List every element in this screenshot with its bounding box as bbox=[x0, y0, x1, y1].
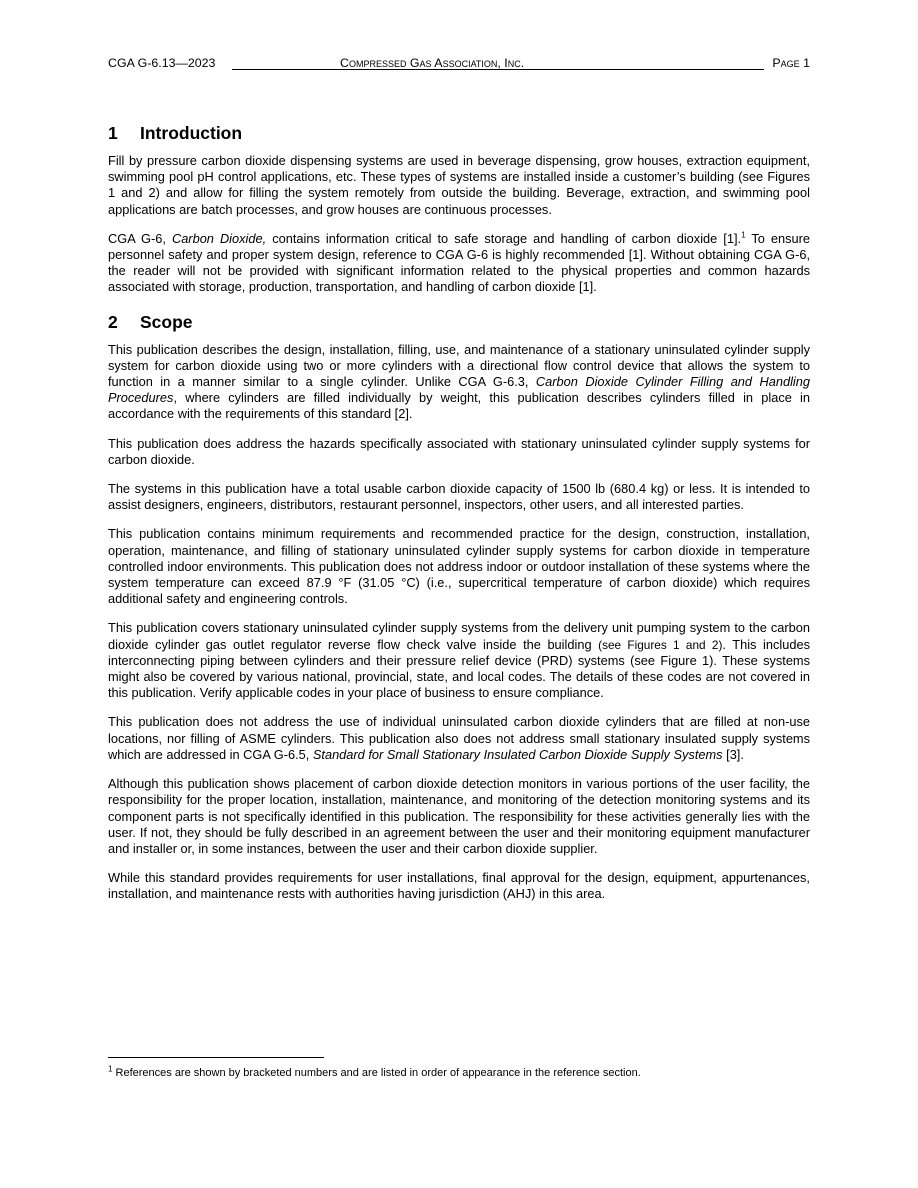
header-publisher: Compressed Gas Association, Inc. bbox=[340, 56, 525, 70]
section-number: 2 bbox=[108, 311, 118, 332]
text-run: , where cylinders are filled individually by weight, this publication describes cylinders filled in place in accordance with the requirements of this standard [2]. bbox=[108, 390, 810, 422]
text-run: contains information critical to safe storage and handling of carbon dioxide [1]. bbox=[266, 230, 742, 246]
footnote-number: 1 bbox=[108, 1064, 113, 1074]
footnote-text: References are shown by bracketed numbers and are listed in order of appearance in the reference section. bbox=[112, 1067, 641, 1079]
section-title: Scope bbox=[140, 311, 193, 332]
section-number: 1 bbox=[108, 123, 118, 143]
text-run: To ensure personnel safety and proper system design, reference to CGA G-6 is highly recommended [1]. Without obtaining CGA G-6, the reader will not be provided with significant information related to the physical properties and common hazards associated with storage, production, transportation, and handling of carbon dioxide [1]. bbox=[108, 230, 810, 295]
scope-paragraph-1 bbox=[108, 342, 810, 423]
section-heading-scope bbox=[108, 309, 810, 335]
publication-title: Carbon Dioxide Cylinder Filling and Handling Procedures bbox=[108, 374, 811, 406]
scope-paragraph-4: This publication contains minimum requirements and recommended practice for the design, construction, installation, operation, maintenance, and filling of stationary uninsulated cylinder supply systems for carbon dioxide in temperature controlled indoor environments. This publication does not address indoor or outdoor installation of these systems where the system temperature can exceed 87.9 °F (31.05 °C) (i.e., supercritical temperature of carbon dioxide) which requires additional safety and engineering controls. bbox=[108, 526, 810, 607]
publication-title: Carbon Dioxide, bbox=[171, 230, 267, 246]
text-run: CGA G-6, bbox=[108, 230, 172, 246]
scope-paragraph-3: The systems in this publication have a total usable carbon dioxide capacity of 1500 lb (680.4 kg) or less. It is intended to assist designers, engineers, distributors, restaurant personnel, inspectors, other users, and all interested parties. bbox=[108, 481, 810, 513]
intro-paragraph-1: Fill by pressure carbon dioxide dispensing systems are used in beverage dispensing, grow houses, extraction equipment, swimming pool pH control applications, etc. These types of systems are installed inside a customer’s building (see Figures 1 and 2) and allow for filling the system remotely from outside the building. Beverage, extraction, and swimming pool applications are batch processes, and grow houses are continuous processes. bbox=[108, 153, 810, 217]
figure-reference: (see Figures 1 and 2) bbox=[598, 637, 723, 652]
footnote-separator bbox=[108, 1057, 324, 1058]
scope-paragraph-8: While this standard provides requirements for user installations, final approval for the design, equipment, appurtenances, installation, and maintenance rests with authorities having jurisdiction (AHJ) in this area. bbox=[108, 870, 810, 902]
text-run: This publication describes the design, installation, filling, use, and maintenance of a stationary uninsulated cylinder supply system for carbon dioxide using two or more cylinders with a directional flow control device that allows the system to function in a manner similar to a single cylinder. Unlike CGA G-6.3, bbox=[108, 341, 810, 390]
text-run: . This includes interconnecting piping between cylinders and their pressure relief device (PRD) systems (see Figure 1). These systems might also be covered by various national, provincial, state, and local codes. The details of these codes are not covered in this publication. Verify applicable codes in your place of business to ensure compliance. bbox=[108, 636, 810, 701]
scope-paragraph-2: This publication does address the hazards specifically associated with stationary uninsulated cylinder supply systems for carbon dioxide. bbox=[108, 435, 810, 467]
header-page-number: Page 1 bbox=[772, 56, 810, 70]
scope-paragraph-6 bbox=[108, 714, 810, 763]
text-run: [3]. bbox=[722, 746, 744, 762]
footnote bbox=[108, 1066, 810, 1080]
scope-paragraph-7: Although this publication shows placement of carbon dioxide detection monitors in various portions of the user facility, the responsibility for the proper location, installation, maintenance, and monitoring of the detection monitoring systems and its component parts is not specifically identified in this publication. The responsibility for these activities generally lies with the user. If not, they should be fully described in an agreement between the user and their monitoring equipment manufacturer and installer or, in some instances, between the user and their carbon dioxide supplier. bbox=[108, 776, 810, 856]
publication-title: Standard for Small Stationary Insulated Carbon Dioxide Supply Systems bbox=[312, 746, 723, 762]
text-run: This publication covers stationary uninsulated cylinder supply systems from the delivery unit pumping system to the carbon dioxide cylinder gas outlet regulator reverse flow check valve inside the building bbox=[108, 620, 810, 652]
page-content bbox=[108, 120, 810, 903]
section-heading-introduction bbox=[108, 120, 810, 146]
text-run: This publication does not address the use of individual uninsulated carbon dioxide cylinders that are filled at non-use locations, nor filling of ASME cylinders. This publication also does not address small stationary insulated supply systems which are addressed in CGA G-6.5, bbox=[108, 714, 810, 762]
scope-paragraph-5 bbox=[108, 620, 810, 701]
header-doc-id: CGA G-6.13—2023 bbox=[108, 56, 216, 70]
footnote-marker[interactable]: 1 bbox=[741, 230, 746, 240]
intro-paragraph-2 bbox=[108, 231, 810, 296]
section-title: Introduction bbox=[140, 123, 243, 143]
